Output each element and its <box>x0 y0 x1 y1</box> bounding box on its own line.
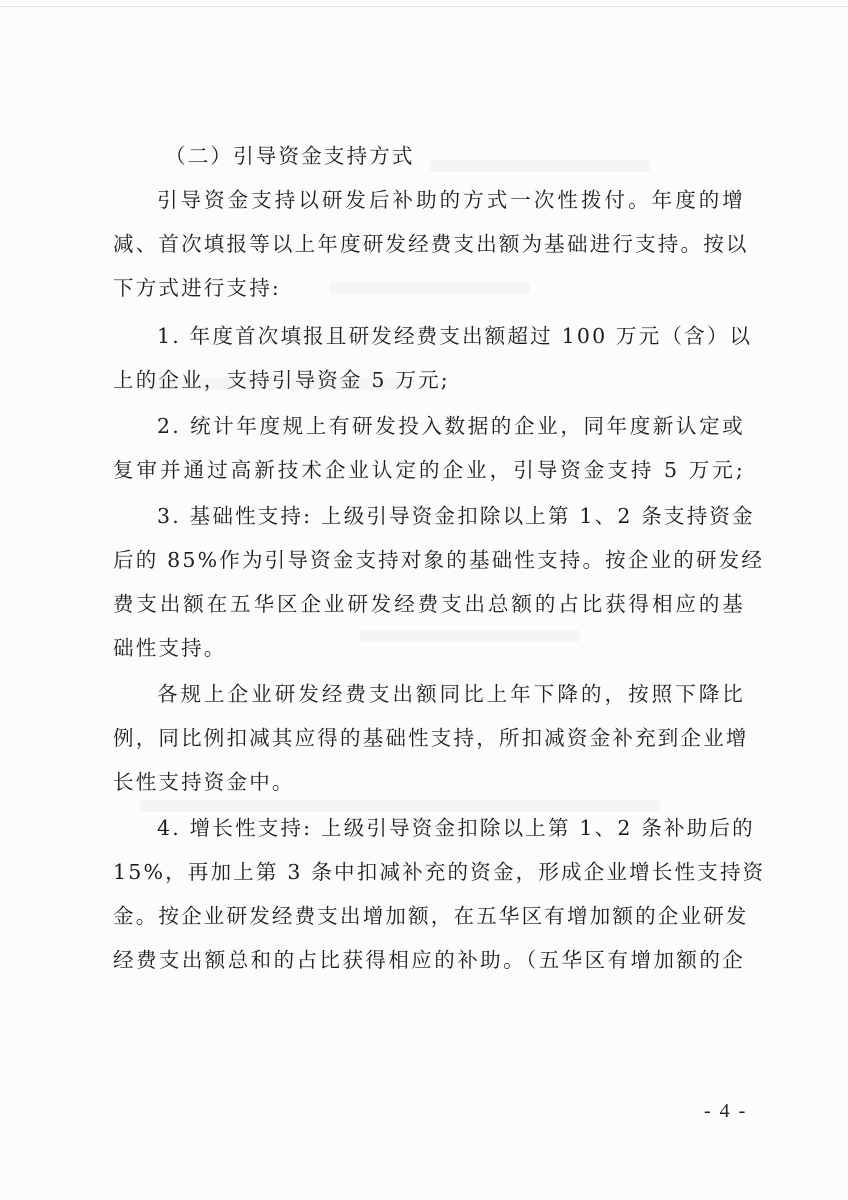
paragraph-line: 长性支持资金中。 <box>113 770 295 794</box>
list-item-line: 复审并通过高新技术企业认定的企业，引导资金支持 5 万元; <box>113 458 745 482</box>
list-item-line: 础性支持。 <box>113 636 227 660</box>
list-item-line: 1. 年度首次填报且研发经费支出额超过 100 万元（含）以 <box>157 324 753 348</box>
paragraph-line: 下方式进行支持: <box>113 276 282 300</box>
list-item-line: 经费支出额总和的占比获得相应的补助。（五华区有增加额的企 <box>113 948 745 972</box>
list-item-line: 4. 增长性支持: 上级引导资金扣除以上第 1、2 条补助后的 <box>157 816 755 840</box>
list-item-line: 3. 基础性支持: 上级引导资金扣除以上第 1、2 条支持资金 <box>157 504 755 528</box>
paragraph-line: 各规上企业研发经费支出额同比上年下降的，按照下降比 <box>157 682 745 706</box>
list-item-line: 上的企业，支持引导资金 5 万元; <box>113 368 450 392</box>
page-number: - 4 - <box>704 1100 748 1122</box>
list-item-line: 费支出额在五华区企业研发经费支出总额的占比获得相应的基 <box>113 592 745 616</box>
section-heading: （二）引导资金支持方式 <box>165 144 415 168</box>
list-item-line: 金。按企业研发经费支出增加额，在五华区有增加额的企业研发 <box>113 904 749 928</box>
list-item-line: 后的 85%作为引导资金支持对象的基础性支持。按企业的研发经 <box>113 548 765 572</box>
list-item-line: 15%，再加上第 3 条中扣减补充的资金，形成企业增长性支持资 <box>113 860 766 884</box>
paragraph-line: 减、首次填报等以上年度研发经费支出额为基础进行支持。按以 <box>113 232 749 256</box>
paragraph-line: 例，同比例扣减其应得的基础性支持，所扣减资金补充到企业增 <box>113 726 749 750</box>
top-border-line <box>0 6 848 7</box>
list-item-line: 2. 统计年度规上有研发投入数据的企业，同年度新认定或 <box>157 414 745 438</box>
paragraph-line: 引导资金支持以研发后补助的方式一次性拨付。年度的增 <box>157 188 745 212</box>
